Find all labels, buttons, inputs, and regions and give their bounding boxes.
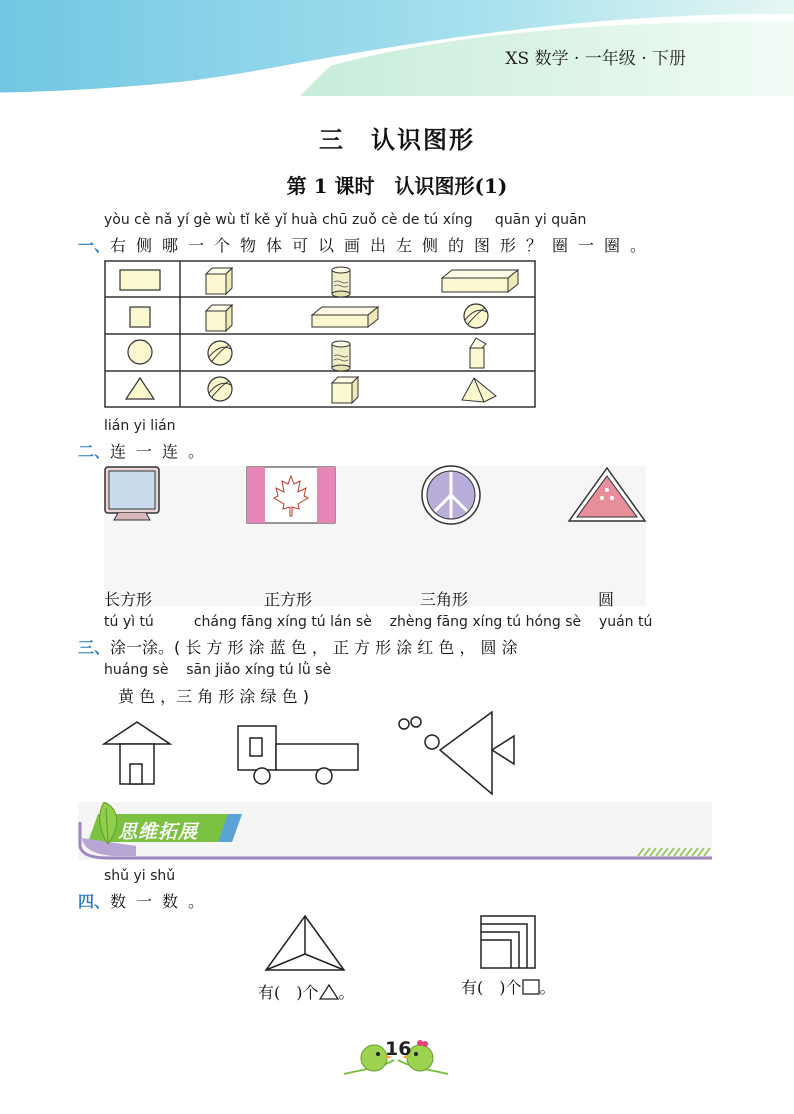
- count-a-prefix: 有( )个: [258, 983, 319, 1002]
- fish-drawing[interactable]: [394, 710, 518, 796]
- row2-square: [130, 307, 150, 327]
- row4-triangle: [126, 378, 154, 399]
- row4-prism[interactable]: [462, 378, 496, 402]
- row3-prism[interactable]: [470, 338, 486, 368]
- page-header: [0, 0, 794, 96]
- q4-pinyin: shǔ yi shǔ: [104, 868, 176, 884]
- q3-pinyin-line2: huáng sè sān jiǎo xíng tú lǜ sè: [104, 662, 332, 678]
- q2-question: [78, 439, 214, 462]
- q3-text-line2: 黄 色 ，三 角 形 涂 绿 色 ): [118, 687, 309, 706]
- lesson-title: 第 1 课时 认识图形(1): [286, 174, 508, 198]
- q2-number: 二、: [78, 442, 111, 461]
- row2-ball[interactable]: [464, 304, 488, 328]
- q2-matching-area: [104, 466, 646, 606]
- row1-cube[interactable]: [206, 268, 232, 294]
- row1-cuboid[interactable]: [442, 270, 518, 292]
- q3-question-line1: [78, 635, 518, 658]
- q4-question: [78, 889, 214, 912]
- q2-text: 连一连。: [110, 442, 215, 461]
- q1-table-drawing: [104, 260, 536, 408]
- label-triangle[interactable]: 三角形: [420, 590, 469, 609]
- banner-title: 思维拓展: [118, 821, 199, 843]
- row1-rectangle: [120, 270, 160, 290]
- row4-cube[interactable]: [332, 377, 358, 403]
- thinking-extension-banner: [78, 802, 712, 860]
- label-square[interactable]: 正方形: [264, 590, 313, 609]
- q1-shape-table: [104, 260, 536, 412]
- row3-ball[interactable]: [208, 341, 232, 365]
- tv-icon[interactable]: [104, 466, 162, 524]
- triangle-count-figure: [264, 914, 346, 972]
- q3-pinyin-line1: tú yì tú cháng fāng xíng tú lán sè zhèng fāng xíng tú hóng sè yuán tú: [104, 614, 653, 630]
- q2-pinyin: lián yi lián: [104, 418, 176, 434]
- square-count-figure: [479, 914, 537, 970]
- peace-sign-icon[interactable]: [420, 464, 482, 526]
- square-count-answer[interactable]: [461, 975, 556, 998]
- book-title: XS 数学 · 一年级 · 下册: [505, 49, 686, 69]
- count-b-suffix: 。: [539, 978, 556, 997]
- q1-text: 右侧哪一个物体可以画出左侧的图形？圈一圈。: [110, 236, 657, 255]
- label-rectangle[interactable]: 长方形: [104, 590, 153, 609]
- row3-circle: [128, 340, 152, 364]
- row2-cuboid[interactable]: [312, 307, 378, 327]
- q4-number: 四、: [78, 892, 111, 911]
- page-number: 16: [385, 1038, 412, 1060]
- row4-ball[interactable]: [208, 377, 232, 401]
- count-b-prefix: 有( )个: [461, 978, 522, 997]
- truck-drawing[interactable]: [236, 724, 362, 786]
- triangle-sign-icon[interactable]: [567, 466, 647, 524]
- unit-title: 三 认识图形: [319, 125, 475, 154]
- small-square-icon: [522, 979, 540, 995]
- label-circle[interactable]: 圆: [598, 590, 615, 609]
- row3-can[interactable]: [332, 341, 350, 371]
- q1-question: [78, 233, 656, 256]
- triangle-count-answer[interactable]: [258, 980, 355, 1003]
- q4-text: 数一数。: [110, 892, 215, 911]
- q1-number: 一、: [78, 236, 111, 255]
- q1-pinyin: yòu cè nǎ yí gè wù tǐ kě yǐ huà chū zuǒ cè de tú xíng quān yi quān: [104, 212, 587, 228]
- maple-flag-icon[interactable]: [246, 466, 336, 524]
- row2-cube[interactable]: [206, 305, 232, 331]
- row1-can[interactable]: [332, 267, 350, 297]
- q3-number: 三、: [78, 638, 111, 657]
- count-a-suffix: 。: [338, 983, 355, 1002]
- small-triangle-icon: [319, 984, 339, 1000]
- q3-text-line1: 涂一涂。( 长 方 形 涂 蓝 色 ， 正 方 形 涂 红 色 ， 圆 涂: [110, 638, 518, 657]
- house-drawing[interactable]: [102, 720, 172, 786]
